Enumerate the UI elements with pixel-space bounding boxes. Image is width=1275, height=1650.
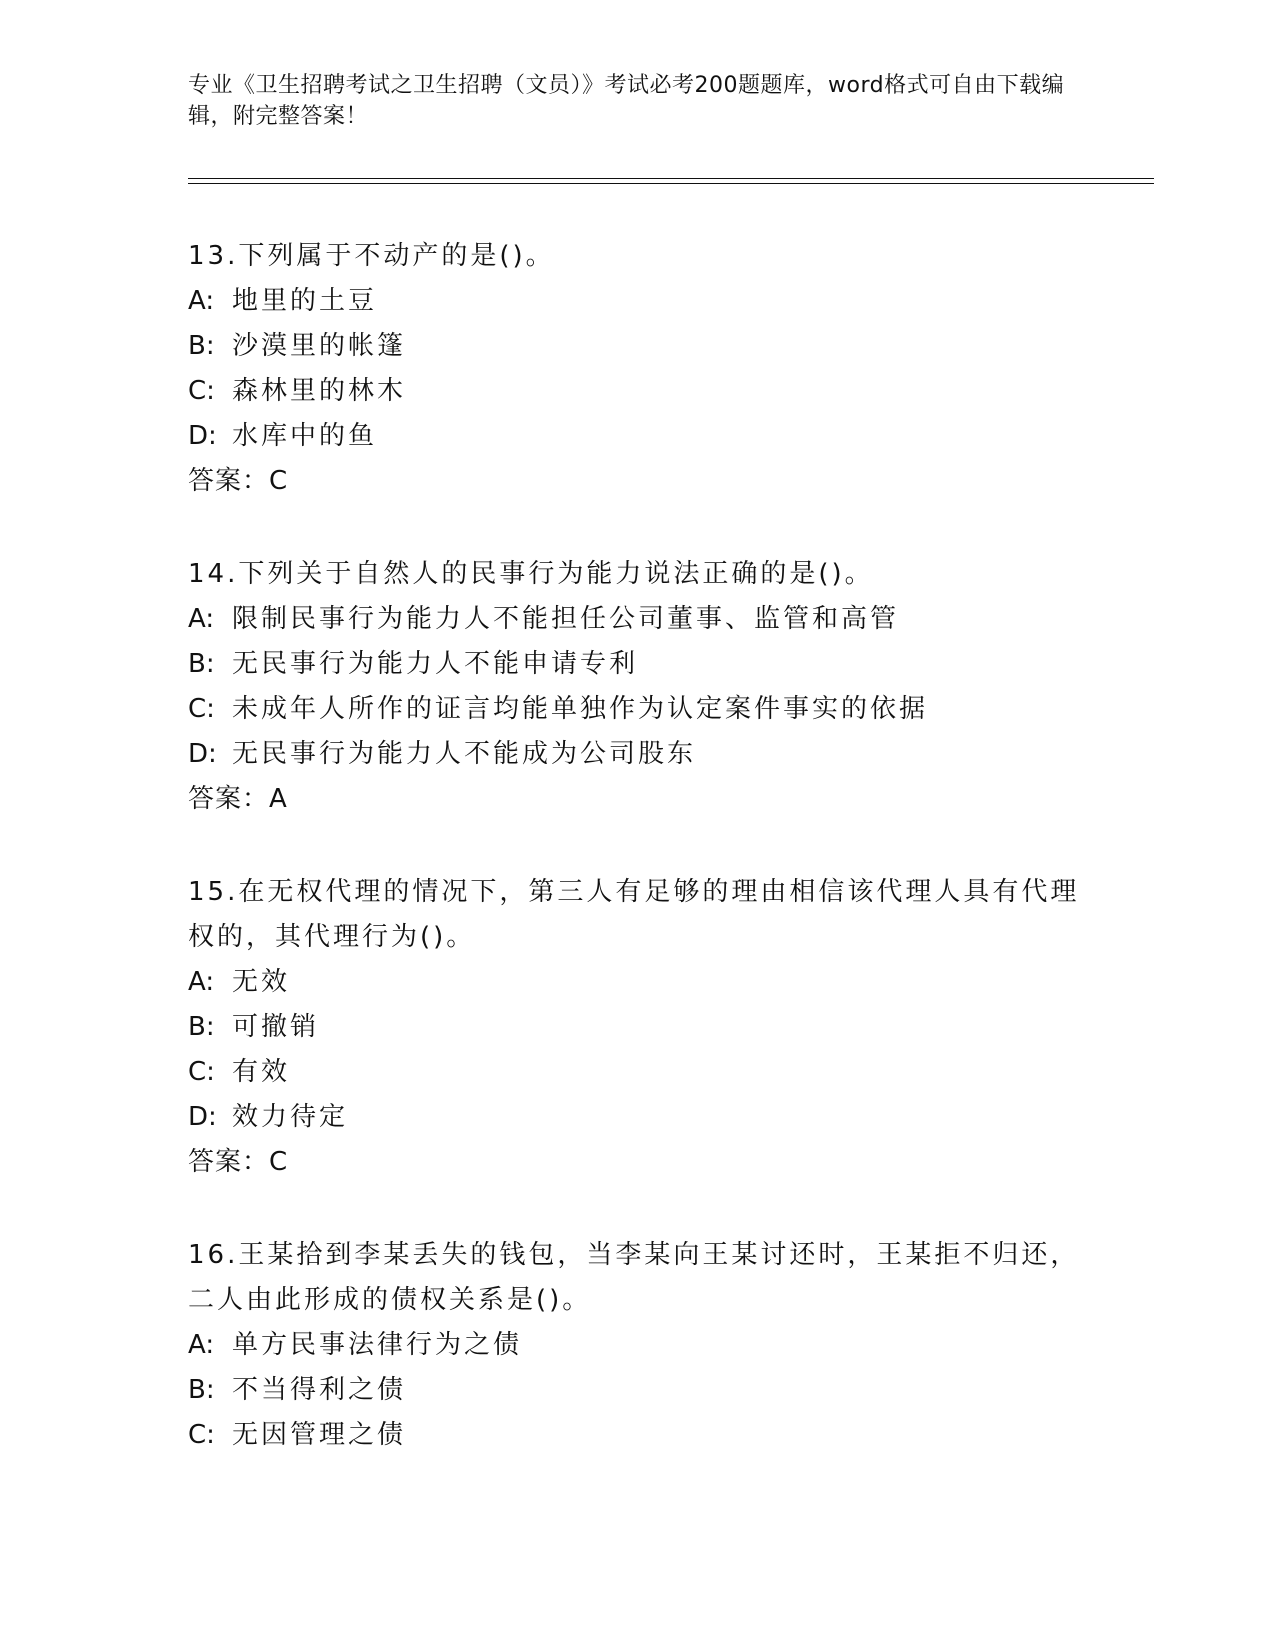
option-letter: B: <box>188 1375 215 1405</box>
option-letter: B: <box>188 649 215 679</box>
option-d <box>188 732 1088 777</box>
option-text: 可撤销 <box>232 1012 320 1042</box>
option-text: 水库中的鱼 <box>232 421 378 451</box>
option-a <box>188 597 1088 642</box>
option-letter: C: <box>188 376 215 406</box>
option-text: 森林里的林木 <box>232 376 407 406</box>
option-text: 地里的土豆 <box>232 286 378 316</box>
option-b <box>188 324 1088 369</box>
option-text: 无效 <box>232 967 291 997</box>
option-b <box>188 642 1088 687</box>
option-text: 无民事行为能力人不能成为公司股东 <box>232 739 697 769</box>
question-16 <box>188 1233 1088 1458</box>
option-letter: A: <box>188 286 215 316</box>
option-text: 无因管理之债 <box>232 1420 407 1450</box>
option-c <box>188 687 1088 732</box>
option-b <box>188 1005 1088 1050</box>
option-c <box>188 1413 1088 1458</box>
option-letter: B: <box>188 1012 215 1042</box>
option-letter: D: <box>188 739 217 769</box>
answer-line: 答案：C <box>188 1147 289 1177</box>
question-15 <box>188 870 1088 1185</box>
answer-line: 答案：C <box>188 466 289 496</box>
question-13 <box>188 234 1088 504</box>
option-letter: A: <box>188 1330 215 1360</box>
option-letter: D: <box>188 421 217 451</box>
option-letter: D: <box>188 1102 217 1132</box>
answer-line: 答案：A <box>188 784 288 814</box>
question-stem: 14.下列关于自然人的民事行为能力说法正确的是()。 <box>188 559 874 589</box>
question-stem: 16.王某拾到李某丢失的钱包，当李某向王某讨还时，王某拒不归还，二人由此形成的债权关系是()。 <box>188 1240 1080 1315</box>
option-text: 效力待定 <box>232 1102 349 1132</box>
question-14 <box>188 552 1088 822</box>
option-c <box>188 1050 1088 1095</box>
option-text: 无民事行为能力人不能申请专利 <box>232 649 639 679</box>
option-text: 不当得利之债 <box>232 1375 407 1405</box>
header-rule-bottom <box>188 183 1154 184</box>
option-text: 有效 <box>232 1057 291 1087</box>
option-a <box>188 960 1088 1005</box>
option-letter: A: <box>188 604 215 634</box>
header-rule-top <box>188 178 1154 179</box>
option-a <box>188 1323 1088 1368</box>
document-header: 专业《卫生招聘考试之卫生招聘（文员）》考试必考200题题库，word格式可自由下载编辑，附完整答案！ <box>188 73 1065 129</box>
option-text: 限制民事行为能力人不能担任公司董事、监管和高管 <box>232 604 900 634</box>
option-c <box>188 369 1088 414</box>
option-d <box>188 1095 1088 1140</box>
option-a <box>188 279 1088 324</box>
option-text: 单方民事法律行为之债 <box>232 1330 523 1360</box>
option-text: 沙漠里的帐篷 <box>232 331 407 361</box>
option-letter: C: <box>188 1057 215 1087</box>
option-text: 未成年人所作的证言均能单独作为认定案件事实的依据 <box>232 694 929 724</box>
option-d <box>188 414 1088 459</box>
option-letter: C: <box>188 1420 215 1450</box>
option-letter: A: <box>188 967 215 997</box>
question-stem: 15.在无权代理的情况下，第三人有足够的理由相信该代理人具有代理权的，其代理行为()。 <box>188 877 1080 952</box>
option-letter: B: <box>188 331 215 361</box>
option-b <box>188 1368 1088 1413</box>
option-letter: C: <box>188 694 215 724</box>
question-stem: 13.下列属于不动产的是()。 <box>188 241 555 271</box>
